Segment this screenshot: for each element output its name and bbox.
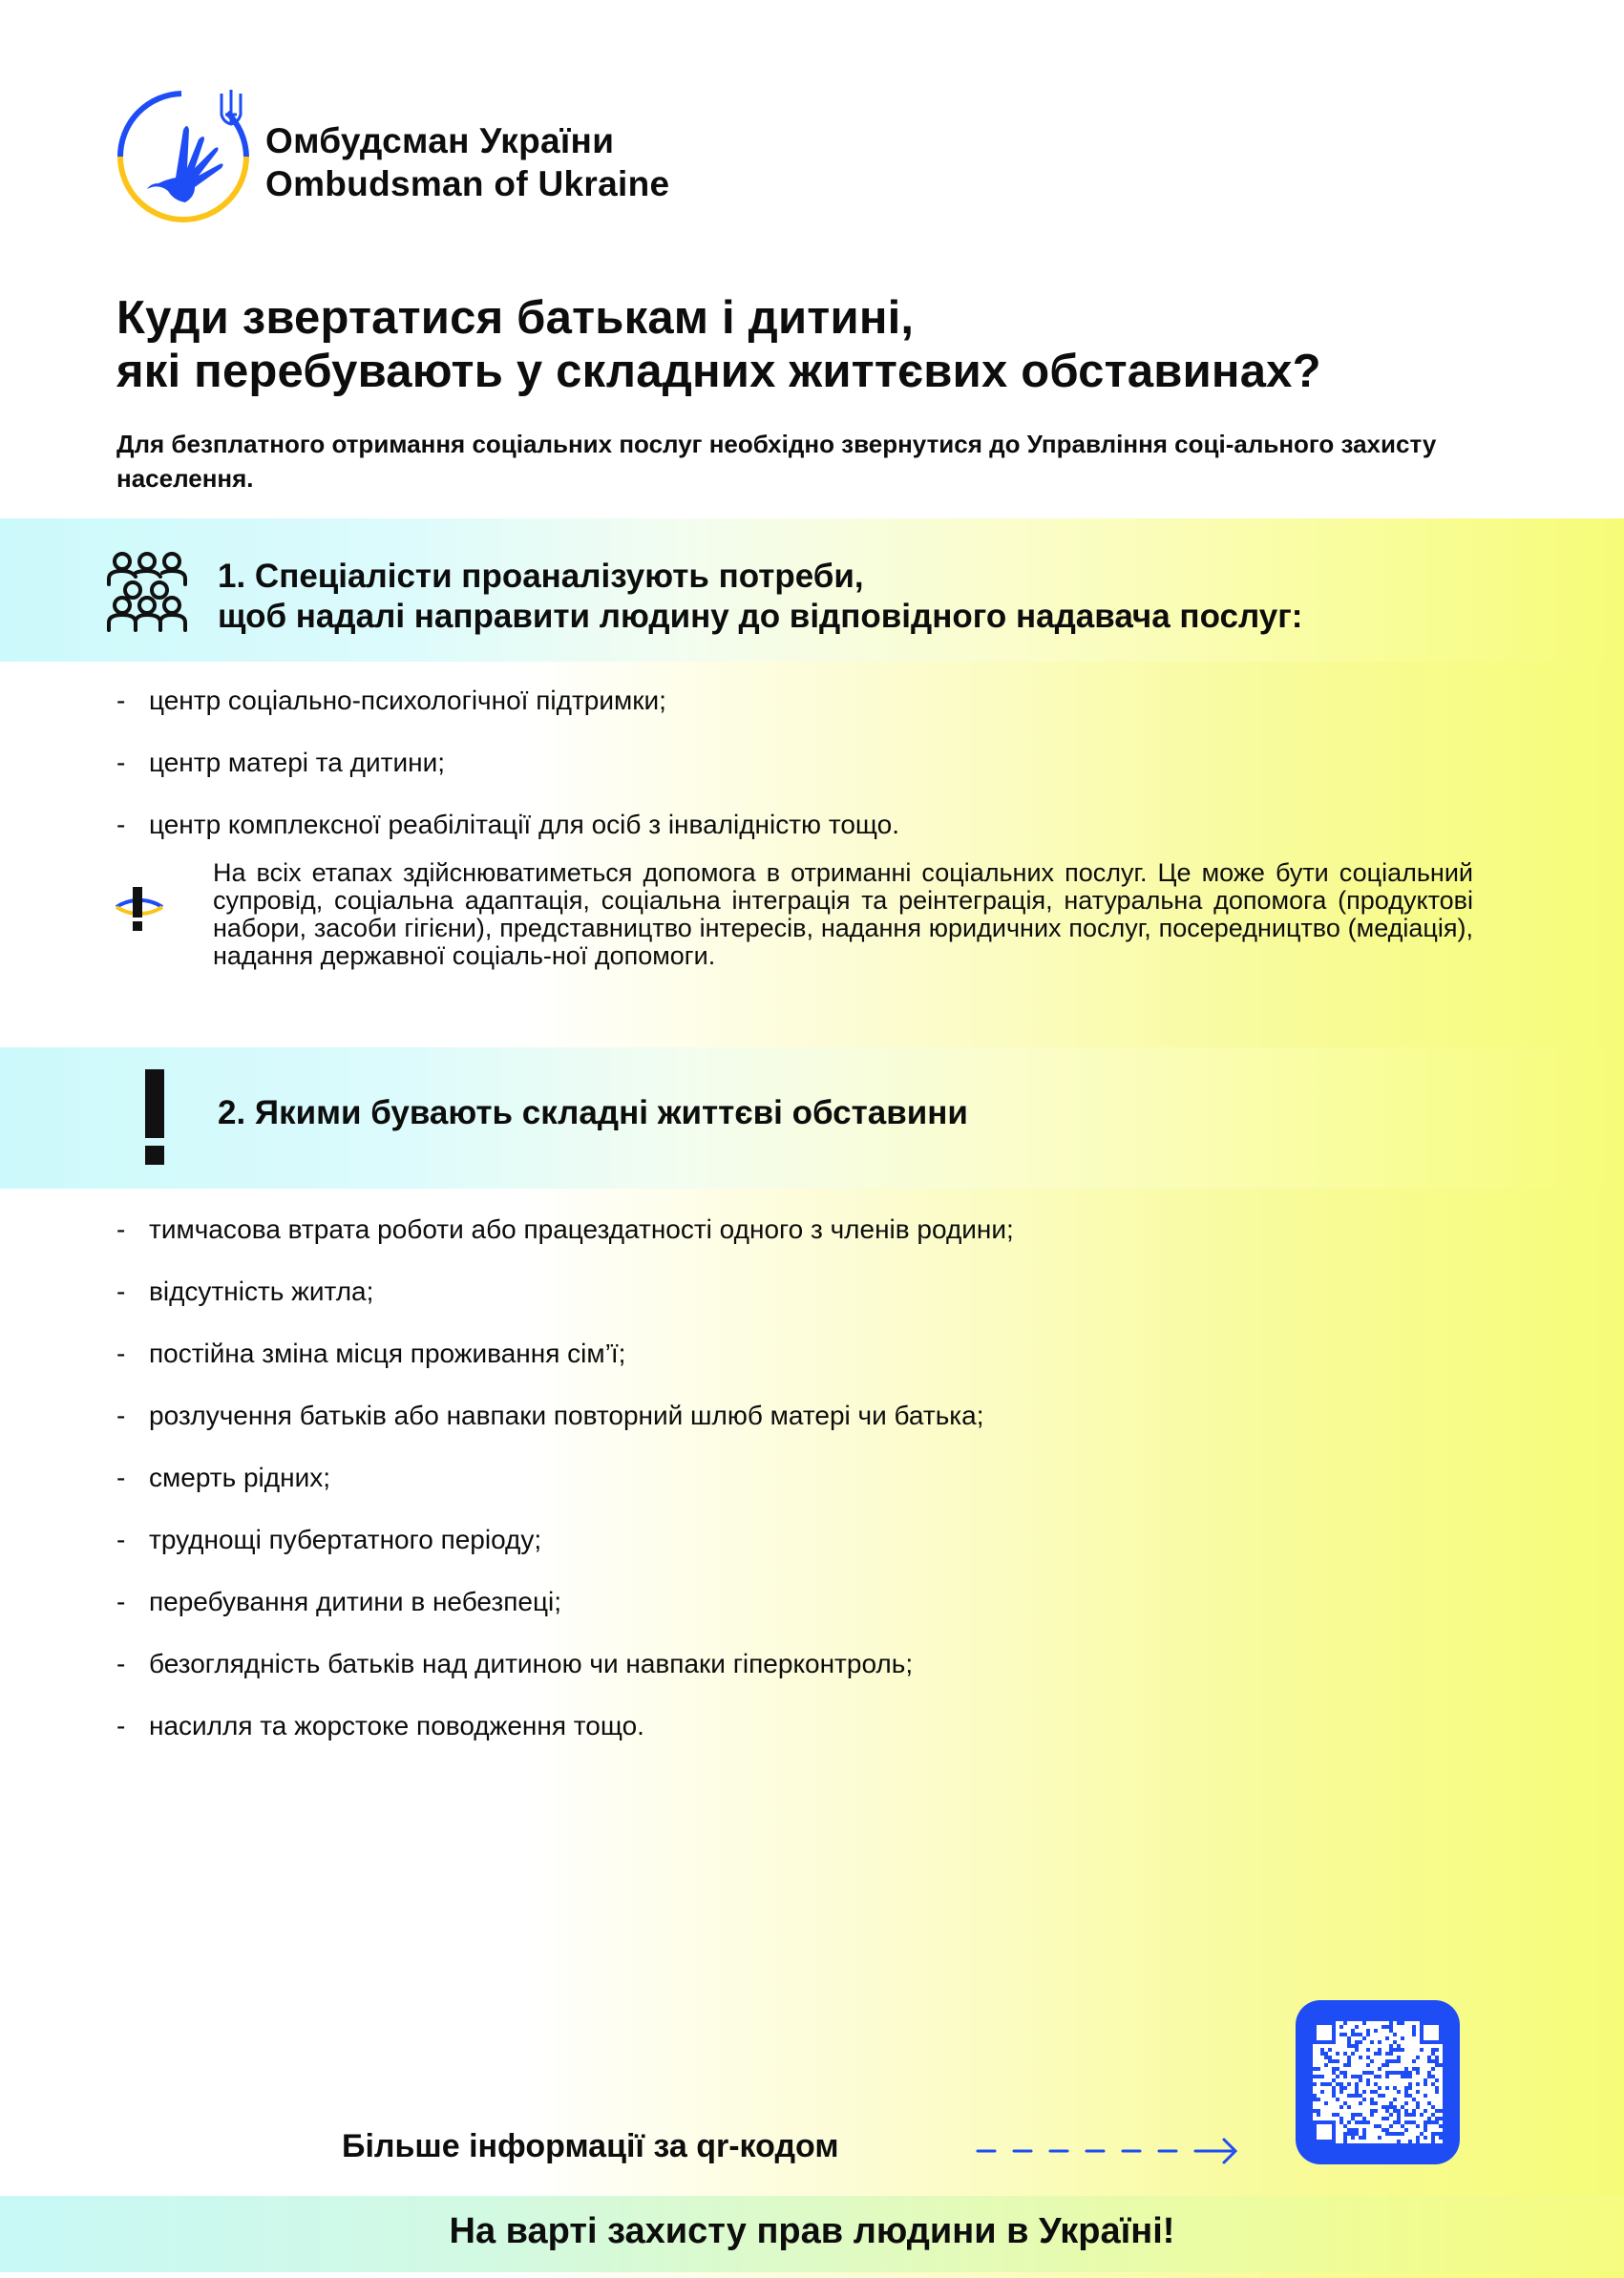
qr-info-label: Більше інформації за qr-кодом [342,2128,839,2164]
exclamation-circle-icon [115,864,164,950]
list-marker: - [116,686,126,715]
section-1-title-line-2: щоб надалі направити людину до відповідного надавача послуг: [218,598,1303,635]
intro-text: Для безплатного отримання соціальних послуг необхідно звернутися до Управління соці-ального захисту населення. [116,430,1437,493]
list-item-text: центр соціально-психологічної підтримки; [149,686,666,715]
list-marker: - [116,1214,126,1244]
list-item [116,1213,1014,1276]
list-item-text: постійна зміна місця проживання сім’ї; [149,1339,626,1368]
list-marker: - [116,1339,126,1368]
list-item-text: тимчасова втрата роботи або працездатності одного з членів родини; [149,1214,1014,1244]
list-item [116,1648,1014,1710]
list-marker: - [116,1525,126,1554]
assistance-note: На всіх етапах здійснюватиметься допомога в отриманні соціальних послуг. Це може бути соціальний супровід, соціальна адаптація, соціальна інтеграція та реінтеграція, натуральна допомога (продуктові набори, засоби гігієни), представництво інтересів, надання юридичних послуг, посередництво (медіація), надання державної соціаль-ної допомоги. [213,858,1473,970]
list-item-text: насилля та жорстоке поводження тощо. [149,1711,644,1740]
ombudsman-logo-icon [107,84,260,227]
list-marker: - [116,1401,126,1430]
list-item-text: відсутність житла; [149,1276,374,1306]
qr-code-icon [1313,2021,1443,2143]
dashed-arrow-right-icon [974,2137,1241,2165]
qr-code-link[interactable] [1296,2000,1460,2164]
list-marker: - [116,748,126,777]
list-item [116,1400,1014,1462]
page-title [116,291,1321,398]
list-item-text: перебування дитини в небезпеці; [149,1587,561,1616]
footer-slogan: На варті захисту прав людини в Україні! [449,2211,1175,2251]
section-2-title: 2. Якими бувають складні життєві обставини [218,1094,968,1131]
section-1-title-line-1: 1. Спеціалісти проаналізують потреби, [218,558,864,595]
list-item [116,1276,1014,1338]
section-1-title [218,557,1302,637]
list-marker: - [116,810,126,839]
org-name-uk: Омбудсман України [265,121,615,160]
list-marker: - [116,1587,126,1616]
list-item-text: центр матері та дитини; [149,748,445,777]
page-title-line-1: Куди звертатися батькам і дитині, [116,292,915,344]
list-item-text: центр комплексної реабілітації для осіб з інвалідністю тощо. [149,810,899,839]
list-item [116,1338,1014,1400]
page-title-line-2: які перебувають у складних життєвих обставинах? [116,346,1321,397]
org-name-en: Ombudsman of Ukraine [265,164,670,203]
people-group-icon [105,552,189,632]
list-item [116,1462,1014,1524]
org-name [265,119,669,205]
exclamation-icon [143,1069,166,1165]
list-item-text: розлучення батьків або навпаки повторний шлюб матері чи батька; [149,1401,984,1430]
list-marker: - [116,1463,126,1492]
list-item [116,685,899,747]
list-marker: - [116,1711,126,1740]
list-item-text: безоглядність батьків над дитиною чи навпаки гіперконтроль; [149,1649,914,1678]
list-marker: - [116,1276,126,1306]
list-item-text: смерть рідних; [149,1463,330,1492]
service-providers-list [116,685,899,871]
list-item-text: труднощі пубертатного періоду; [149,1525,542,1554]
list-item [116,1586,1014,1648]
list-marker: - [116,1649,126,1678]
list-item [116,1524,1014,1586]
life-circumstances-list [116,1213,1014,1772]
list-item [116,747,899,809]
list-item [116,1710,1014,1772]
